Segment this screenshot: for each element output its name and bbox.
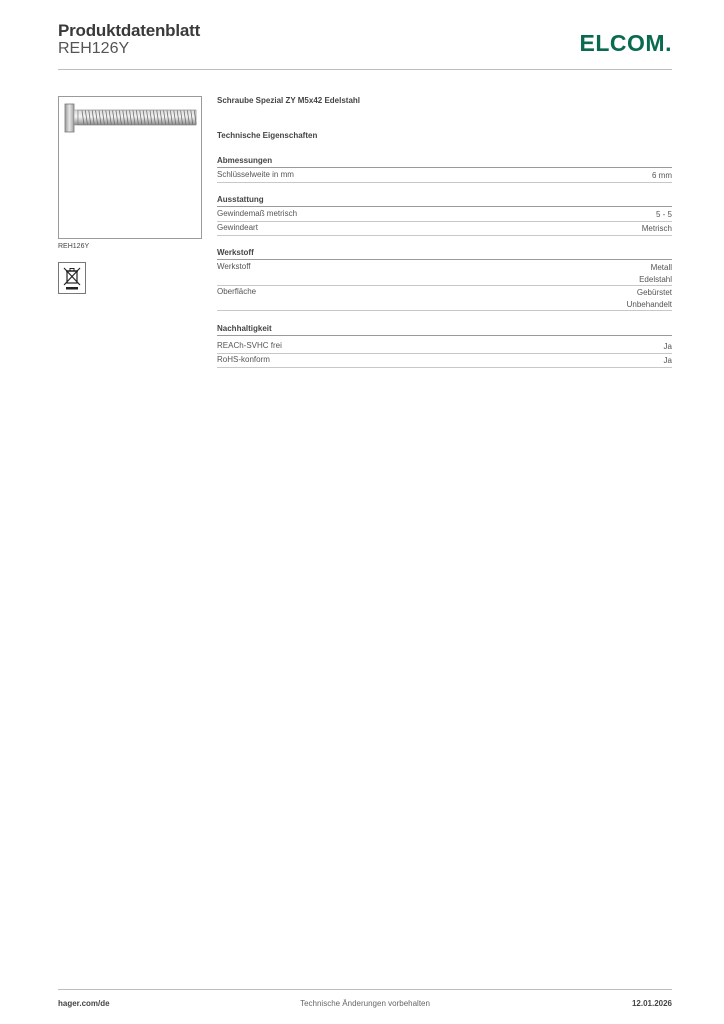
property-label: REACh-SVHC frei bbox=[217, 341, 282, 350]
product-code: REH126Y bbox=[58, 40, 130, 57]
footer-date: 12.01.2026 bbox=[631, 999, 672, 1008]
property-value: Ja bbox=[663, 356, 672, 365]
property-row bbox=[217, 260, 672, 286]
property-row bbox=[217, 339, 672, 354]
page-header bbox=[58, 21, 672, 70]
footer-website: hager.com/de bbox=[58, 999, 110, 1008]
property-label: Werkstoff bbox=[217, 262, 251, 271]
section-heading: Technische Eigenschaften bbox=[217, 131, 318, 140]
product-name: Schraube Spezial ZY M5x42 Edelstahl bbox=[217, 96, 361, 105]
page-footer bbox=[58, 989, 672, 1014]
group-title-abmessungen: Abmessungen bbox=[217, 156, 672, 168]
property-label: Gewindemaß metrisch bbox=[217, 209, 298, 218]
property-row bbox=[217, 168, 672, 183]
property-value: Metrisch bbox=[641, 224, 672, 233]
brand-logo: ELCOM. bbox=[579, 30, 672, 56]
property-value: 5 - 5 bbox=[655, 210, 672, 219]
property-value: 6 mm bbox=[652, 171, 672, 180]
property-value: Gebürstet Unbehandelt bbox=[626, 288, 672, 309]
property-value: Ja bbox=[663, 342, 672, 351]
property-row bbox=[217, 353, 672, 368]
property-label: Gewindeart bbox=[217, 223, 258, 232]
property-label: RoHS-konform bbox=[217, 355, 270, 364]
property-label: Schlüsselweite in mm bbox=[217, 170, 294, 179]
product-image bbox=[58, 96, 202, 239]
property-row bbox=[217, 285, 672, 311]
weee-icon bbox=[58, 262, 86, 294]
property-row bbox=[217, 207, 672, 222]
group-title-nachhaltigkeit: Nachhaltigkeit bbox=[217, 324, 672, 336]
image-caption: REH126Y bbox=[58, 243, 90, 250]
footer-note: Technische Änderungen vorbehalten bbox=[300, 999, 430, 1008]
property-row bbox=[217, 221, 672, 236]
document-title: Produktdatenblatt bbox=[58, 21, 201, 40]
group-title-werkstoff: Werkstoff bbox=[217, 248, 672, 260]
screw-image bbox=[63, 102, 199, 134]
property-value: Metall Edelstahl bbox=[639, 263, 672, 284]
group-title-ausstattung: Ausstattung bbox=[217, 195, 672, 207]
property-label: Oberfläche bbox=[217, 287, 257, 296]
